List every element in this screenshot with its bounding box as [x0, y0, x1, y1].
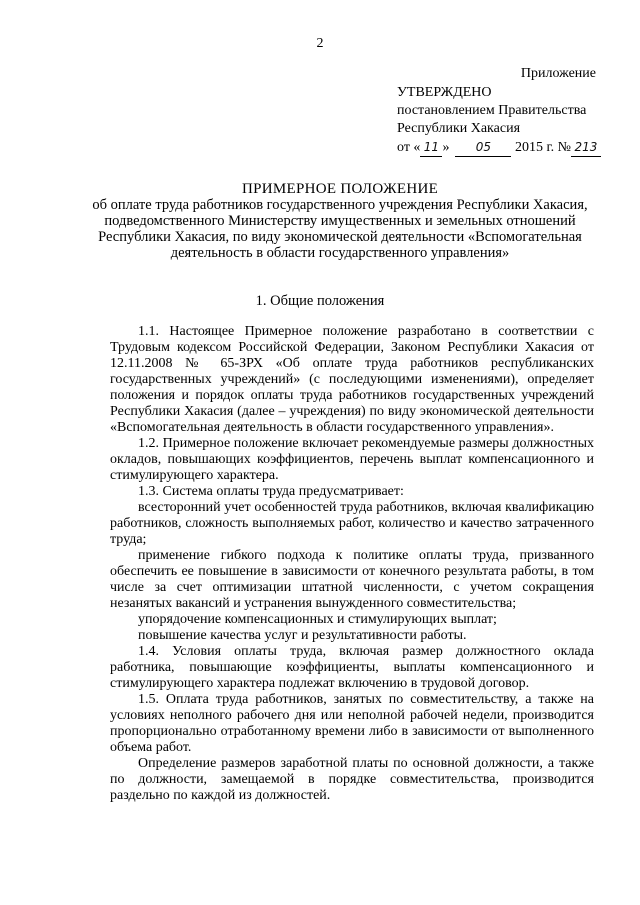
- paragraph: 1.4. Условия оплаты труда, включая размер должностного оклада работника, повышающие коэффициенты, выплаты компенсационного и стимулирующего характера подлежат включению в трудовой договор.: [110, 644, 594, 691]
- approval-date-line: [397, 138, 601, 157]
- title-main: ПРИМЕРНОЕ ПОЛОЖЕНИЕ: [241, 181, 439, 197]
- approval-block: [397, 84, 601, 157]
- approval-line-2: Республики Хакасия: [397, 121, 521, 136]
- paragraph: 1.1. Настоящее Примерное положение разработано в соответствии с Трудовым кодексом Российской Федерации, Законом Республики Хакасия от 12.11.2008 № 65-ЗРХ «Об оплате труда работников республиканских государственных учреждений» (с последующими изменениями), определяет положения и порядок оплаты труда работников государственных учреждений Республики Хакасия (далее – учреждения) по виду экономической деятельности «Вспомогательная деятельность в области государственного управления».: [110, 324, 594, 435]
- paragraph: Определение размеров заработной платы по основной должности, а также по должности, замещаемой в порядке совместительства, производится раздельно по каждой из должностей.: [110, 756, 594, 803]
- document-body: [110, 324, 594, 804]
- document-title: [80, 181, 600, 261]
- appendix-label: Приложение: [520, 66, 596, 81]
- paragraph: упорядочение компенсационных и стимулирующих выплат;: [138, 612, 497, 627]
- paragraph: 1.2. Примерное положение включает рекомендуемые размеры должностных окладов, повышающих коэффициентов, перечень выплат компенсационного и стимулирующего характера.: [110, 436, 594, 483]
- approval-line-1: постановлением Правительства: [397, 103, 587, 118]
- approval-heading: УТВЕРЖДЕНО: [397, 85, 492, 100]
- handwritten-number: 213: [571, 138, 601, 157]
- paragraph: всесторонний учет особенностей труда работников, включая квалификацию работников, сложность выполняемых работ, количество и качество затраченного труда;: [110, 500, 594, 547]
- year-text: 2015 г. №: [514, 140, 571, 155]
- handwritten-day: 11: [420, 138, 442, 157]
- date-mid: »: [442, 140, 450, 155]
- paragraph: повышение качества услуг и результативности работы.: [138, 628, 467, 643]
- paragraph: 1.3. Система оплаты труда предусматривает:: [138, 484, 404, 499]
- title-subtitle: об оплате труда работников государственного учреждения Республики Хакасия, подведомственного Министерству имущественных и земельных отношений Республики Хакасия, по виду экономической деятельности «Вспомогательная деятельность в области государственного управления»: [92, 197, 588, 261]
- page-number: 2: [316, 36, 324, 51]
- paragraph: 1.5. Оплата труда работников, занятых по совместительству, а также на условиях неполного рабочего дня или неполной рабочей недели, производится пропорционально отработанному времени либо в зависимости от выполненного объема работ.: [110, 692, 594, 755]
- paragraph: применение гибкого подхода к политике оплаты труда, призванного обеспечить ее повышение в зависимости от конечного результата работы, в том числе за счет оптимизации штатной численности, с учетом сокращения незанятых вакансий и устранения вынужденного совместительства;: [110, 548, 594, 611]
- section-heading: 1. Общие положения: [255, 293, 385, 309]
- date-prefix: от «: [397, 140, 421, 155]
- handwritten-month: 05: [455, 138, 511, 157]
